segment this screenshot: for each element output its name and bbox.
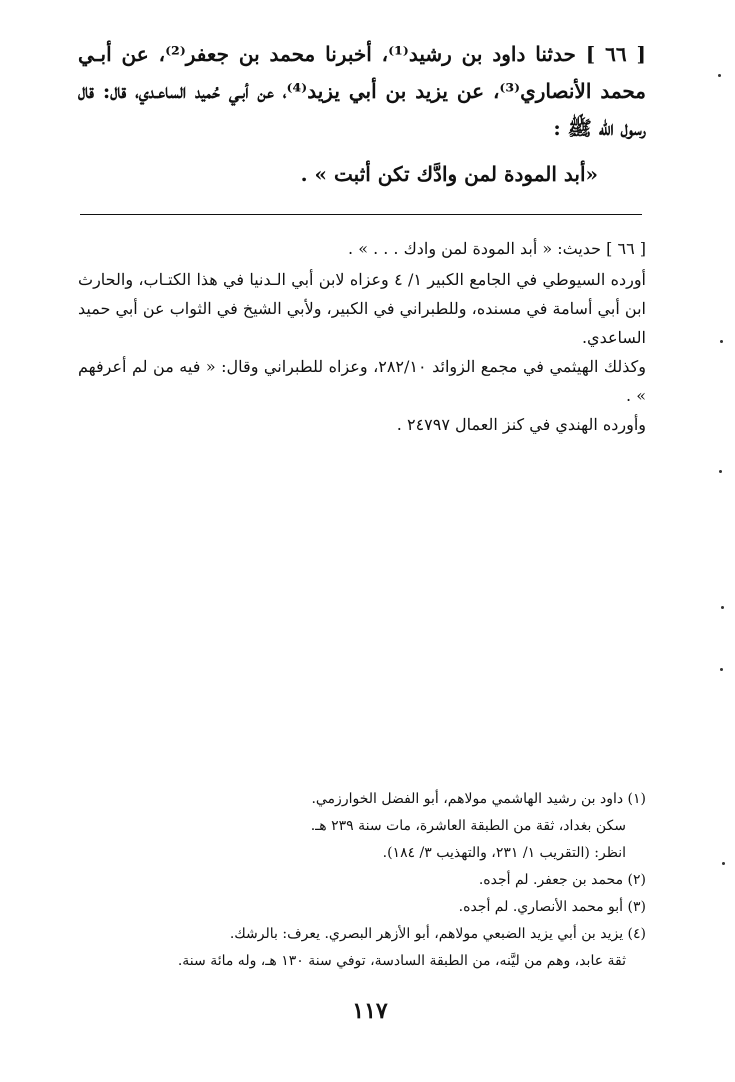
margin-speck (720, 340, 723, 343)
footnotes-section (160, 786, 646, 975)
footnote-1: (١) داود بن رشيد الهاشمي مولاهم، أبو الفضل الخوارزمي. (311, 791, 646, 807)
commentary-paragraph-2: وكذلك الهيثمي في مجمع الزوائد ٢٨٢/١٠، وعزاه للطبراني وقال: « فيه من لم أعرفهم » . (78, 357, 646, 405)
commentary-paragraph-1: أورده السيوطي في الجامع الكبير ١/ ٤ وعزاه لابن أبي الـدنيا في هذا الكتـاب، والحارث ابن أبي أسامة في مسنده، وللطبراني في الكبير، ولأبي الشيخ في الثواب عن أبي حميد الساعدي. (78, 270, 647, 347)
footnote-1-detail: سكن بغداد، ثقة من الطبقة العاشرة، مات سنة ٢٣٩ هـ. (310, 818, 626, 834)
margin-speck (722, 862, 725, 865)
footnote-3: (٣) أبو محمد الأنصاري. لم أجده. (458, 899, 646, 915)
margin-speck (721, 606, 724, 609)
margin-speck (718, 74, 721, 77)
footnote-4: (٤) يزيد بن أبي يزيد الضبعي مولاهم، أبو الأزهر البصري. يعرف: بالرشك. (229, 926, 646, 942)
margin-speck (720, 668, 723, 671)
commentary-paragraph-3: وأورده الهندي في كنز العمال ٢٤٧٩٧ . (396, 415, 646, 434)
separator-rule (80, 214, 642, 215)
commentary-section (78, 234, 646, 439)
footnote-2: (٢) محمد بن جعفر. لم أجده. (478, 872, 646, 888)
hadith-text: [ ٦٦ ] حدثنا داود بن رشيد⁽¹⁾، أخبرنا محمد بن جعفر⁽²⁾، عن أبـي محمد الأنصاري⁽³⁾، عن يزيد بن أبي يزيد⁽⁴⁾، عن أبـي حُميد الساعـدي، قال: قال رسول الله ﷺ : (78, 42, 647, 140)
hadith-quote: «أبد المودة لمن وادَّك تكن أثبت » . (300, 162, 598, 186)
footnote-4-detail: ثقة عابد، وهم من ليَّنه، من الطبقة السادسة، توفي سنة ١٣٠ هـ، وله مائة سنة. (177, 953, 626, 969)
page-number: ١١٧ (352, 998, 388, 1024)
commentary-heading: [ ٦٦ ] حديث: « أبد المودة لمن وادك . . . » . (348, 239, 646, 258)
footnote-1-reference: انظر: (التقريب ١/ ٢٣١، والتهذيب ٣/ ١٨٤). (382, 845, 626, 861)
margin-speck (719, 470, 722, 473)
